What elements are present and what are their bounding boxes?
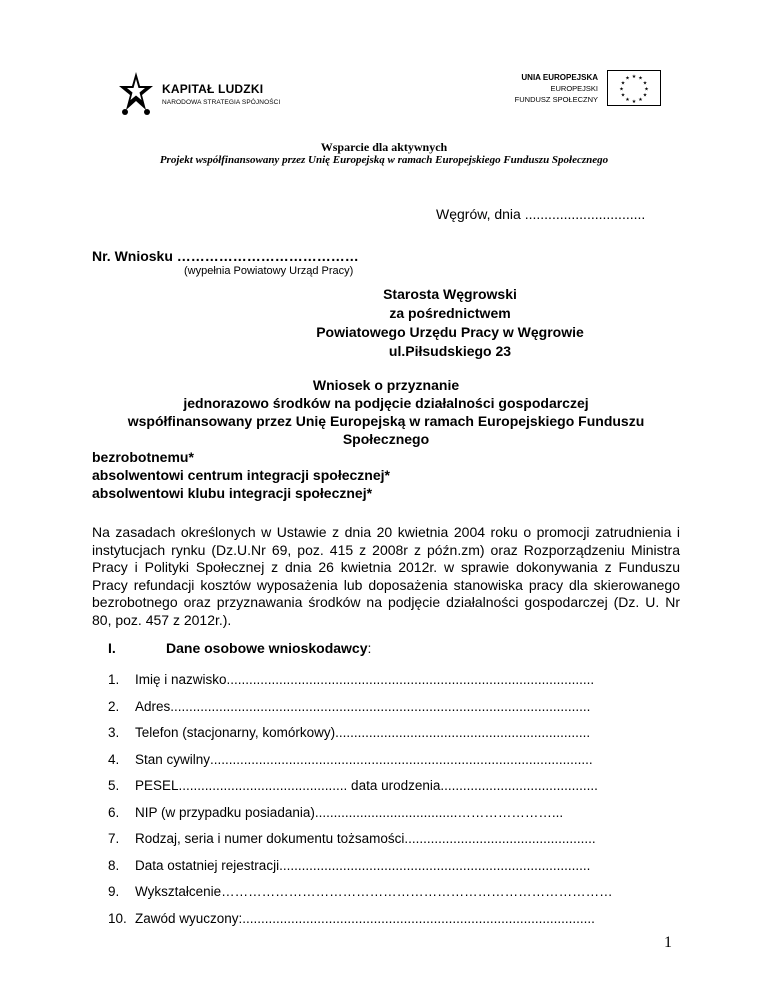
addressee-line: Starosta Węgrowski: [383, 286, 517, 302]
form-field-phone[interactable]: 3. Telefon (stacjonarny, komórkowy) ....................................................................: [108, 725, 591, 740]
eu-logo-text: [468, 72, 598, 105]
svg-text:★: ★: [625, 75, 630, 82]
eu-flag-icon: [607, 70, 661, 106]
form-field-nip[interactable]: 6. NIP (w przypadku posiadania) ......................................…………………...: [108, 804, 564, 820]
document-title-line: współfinansowany przez Unię Europejską w ramach Europejskiego Funduszu: [127, 413, 645, 429]
kapital-ludzki-title: KAPITAŁ LUDZKI: [162, 82, 264, 96]
svg-text:★: ★: [642, 92, 648, 99]
svg-text:★: ★: [620, 92, 626, 99]
application-number-note: (wypełnia Powiatowy Urząd Pracy): [184, 265, 354, 277]
addressee-line: Powiatowego Urzędu Pracy w Węgrowie: [316, 324, 584, 340]
project-title: Wsparcie dla aktywnych: [320, 140, 448, 154]
svg-text:★: ★: [642, 80, 648, 87]
target-group-item: absolwentowi klubu integracji społecznej*: [92, 485, 373, 501]
svg-text:★: ★: [619, 86, 624, 93]
project-subtitle: Projekt współfinansowany przez Unię Europejską w ramach Europejskiego Funduszu Społecznego: [159, 154, 609, 166]
document-title-line: Wniosek o przyznanie: [312, 377, 460, 393]
kapital-ludzki-logo: [118, 70, 318, 116]
document-title: [92, 376, 680, 448]
target-group-item: bezrobotnemu*: [92, 449, 194, 465]
svg-text:★: ★: [638, 97, 643, 104]
addressee-line: ul.Piłsudskiego 23: [388, 343, 512, 359]
document-title-line: jednorazowo środków na podjęcie działalności gospodarczej: [183, 395, 589, 411]
personal-data-fields: [108, 672, 674, 937]
form-field-id-document[interactable]: 7. Rodzaj, seria i numer dokumentu tożsamości ...................................................: [108, 831, 596, 846]
eu-logo-line1: UNIA EUROPEJSKA: [521, 73, 598, 82]
target-groups: [92, 448, 390, 502]
svg-text:★: ★: [644, 86, 649, 93]
addressee-block: [300, 285, 600, 361]
kapital-ludzki-subtitle: NARODOWA STRATEGIA SPÓJNOŚCI: [162, 99, 281, 106]
form-field-profession[interactable]: 10. Zawód wyuczony: ..............................................................................................: [108, 910, 595, 926]
eu-logo-line2: EUROPEJSKI: [550, 84, 598, 93]
svg-text:★: ★: [620, 80, 626, 87]
svg-text:★: ★: [631, 74, 637, 80]
section-colon: :: [367, 640, 372, 656]
section-number: I.: [108, 640, 116, 656]
form-field-last-registration[interactable]: 8. Data ostatniej rejestracji ...................................................................................: [108, 857, 591, 873]
kapital-ludzki-star-icon: [118, 70, 154, 116]
document-title-line: Społecznego: [342, 431, 430, 447]
svg-text:★: ★: [638, 75, 643, 82]
target-group-item: absolwentowi centrum integracji społecznej*: [92, 467, 390, 483]
svg-text:★: ★: [625, 97, 630, 104]
form-field-address[interactable]: 2. Adres ................................................................................................................: [108, 698, 591, 714]
legal-basis-paragraph: Na zasadach określonych w Ustawie z dnia 20 kwietnia 2004 roku o promocji zatrudnienia i instytucjach rynku (Dz.U.Nr 69, poz. 415 z 2008r z późn.zm) oraz Rozporządzeniu Ministra Pracy i Polityki Społecznej z dnia 26 kwietnia 2012r. w sprawie dokonywania z Funduszu Pracy refundacji kosztów wyposażenia lub doposażenia stanowiska pracy dla skierowanego bezrobotnego oraz przyznawania środków na podjęcie działalności gospodarczej (Dz. U. Nr 80, poz. 457 z 2012r.).: [92, 524, 680, 628]
form-field-pesel-birthdate[interactable]: 5. PESEL............................................. data urodzenia ..........................................: [108, 778, 598, 793]
section-title: Dane osobowe wnioskodawcy: [166, 640, 368, 656]
place-date-field: Węgrów, dnia ...............................: [436, 206, 646, 222]
addressee-line: za pośrednictwem: [389, 305, 511, 321]
eu-logo-line3: FUNDUSZ SPOŁECZNY: [514, 95, 598, 104]
application-number-label: Nr. Wniosku …………………………………: [92, 248, 359, 264]
svg-text:★: ★: [631, 99, 637, 105]
form-field-full-name[interactable]: 1. Imię i nazwisko ..................................................................................................: [108, 672, 595, 687]
form-field-education[interactable]: 9. Wykształcenie ……………………………………………………………………………: [108, 884, 613, 899]
section-header: [108, 640, 371, 656]
page-number: 1: [664, 934, 672, 951]
form-field-marital-status[interactable]: 4. Stan cywilny ......................................................................................................: [108, 751, 593, 767]
